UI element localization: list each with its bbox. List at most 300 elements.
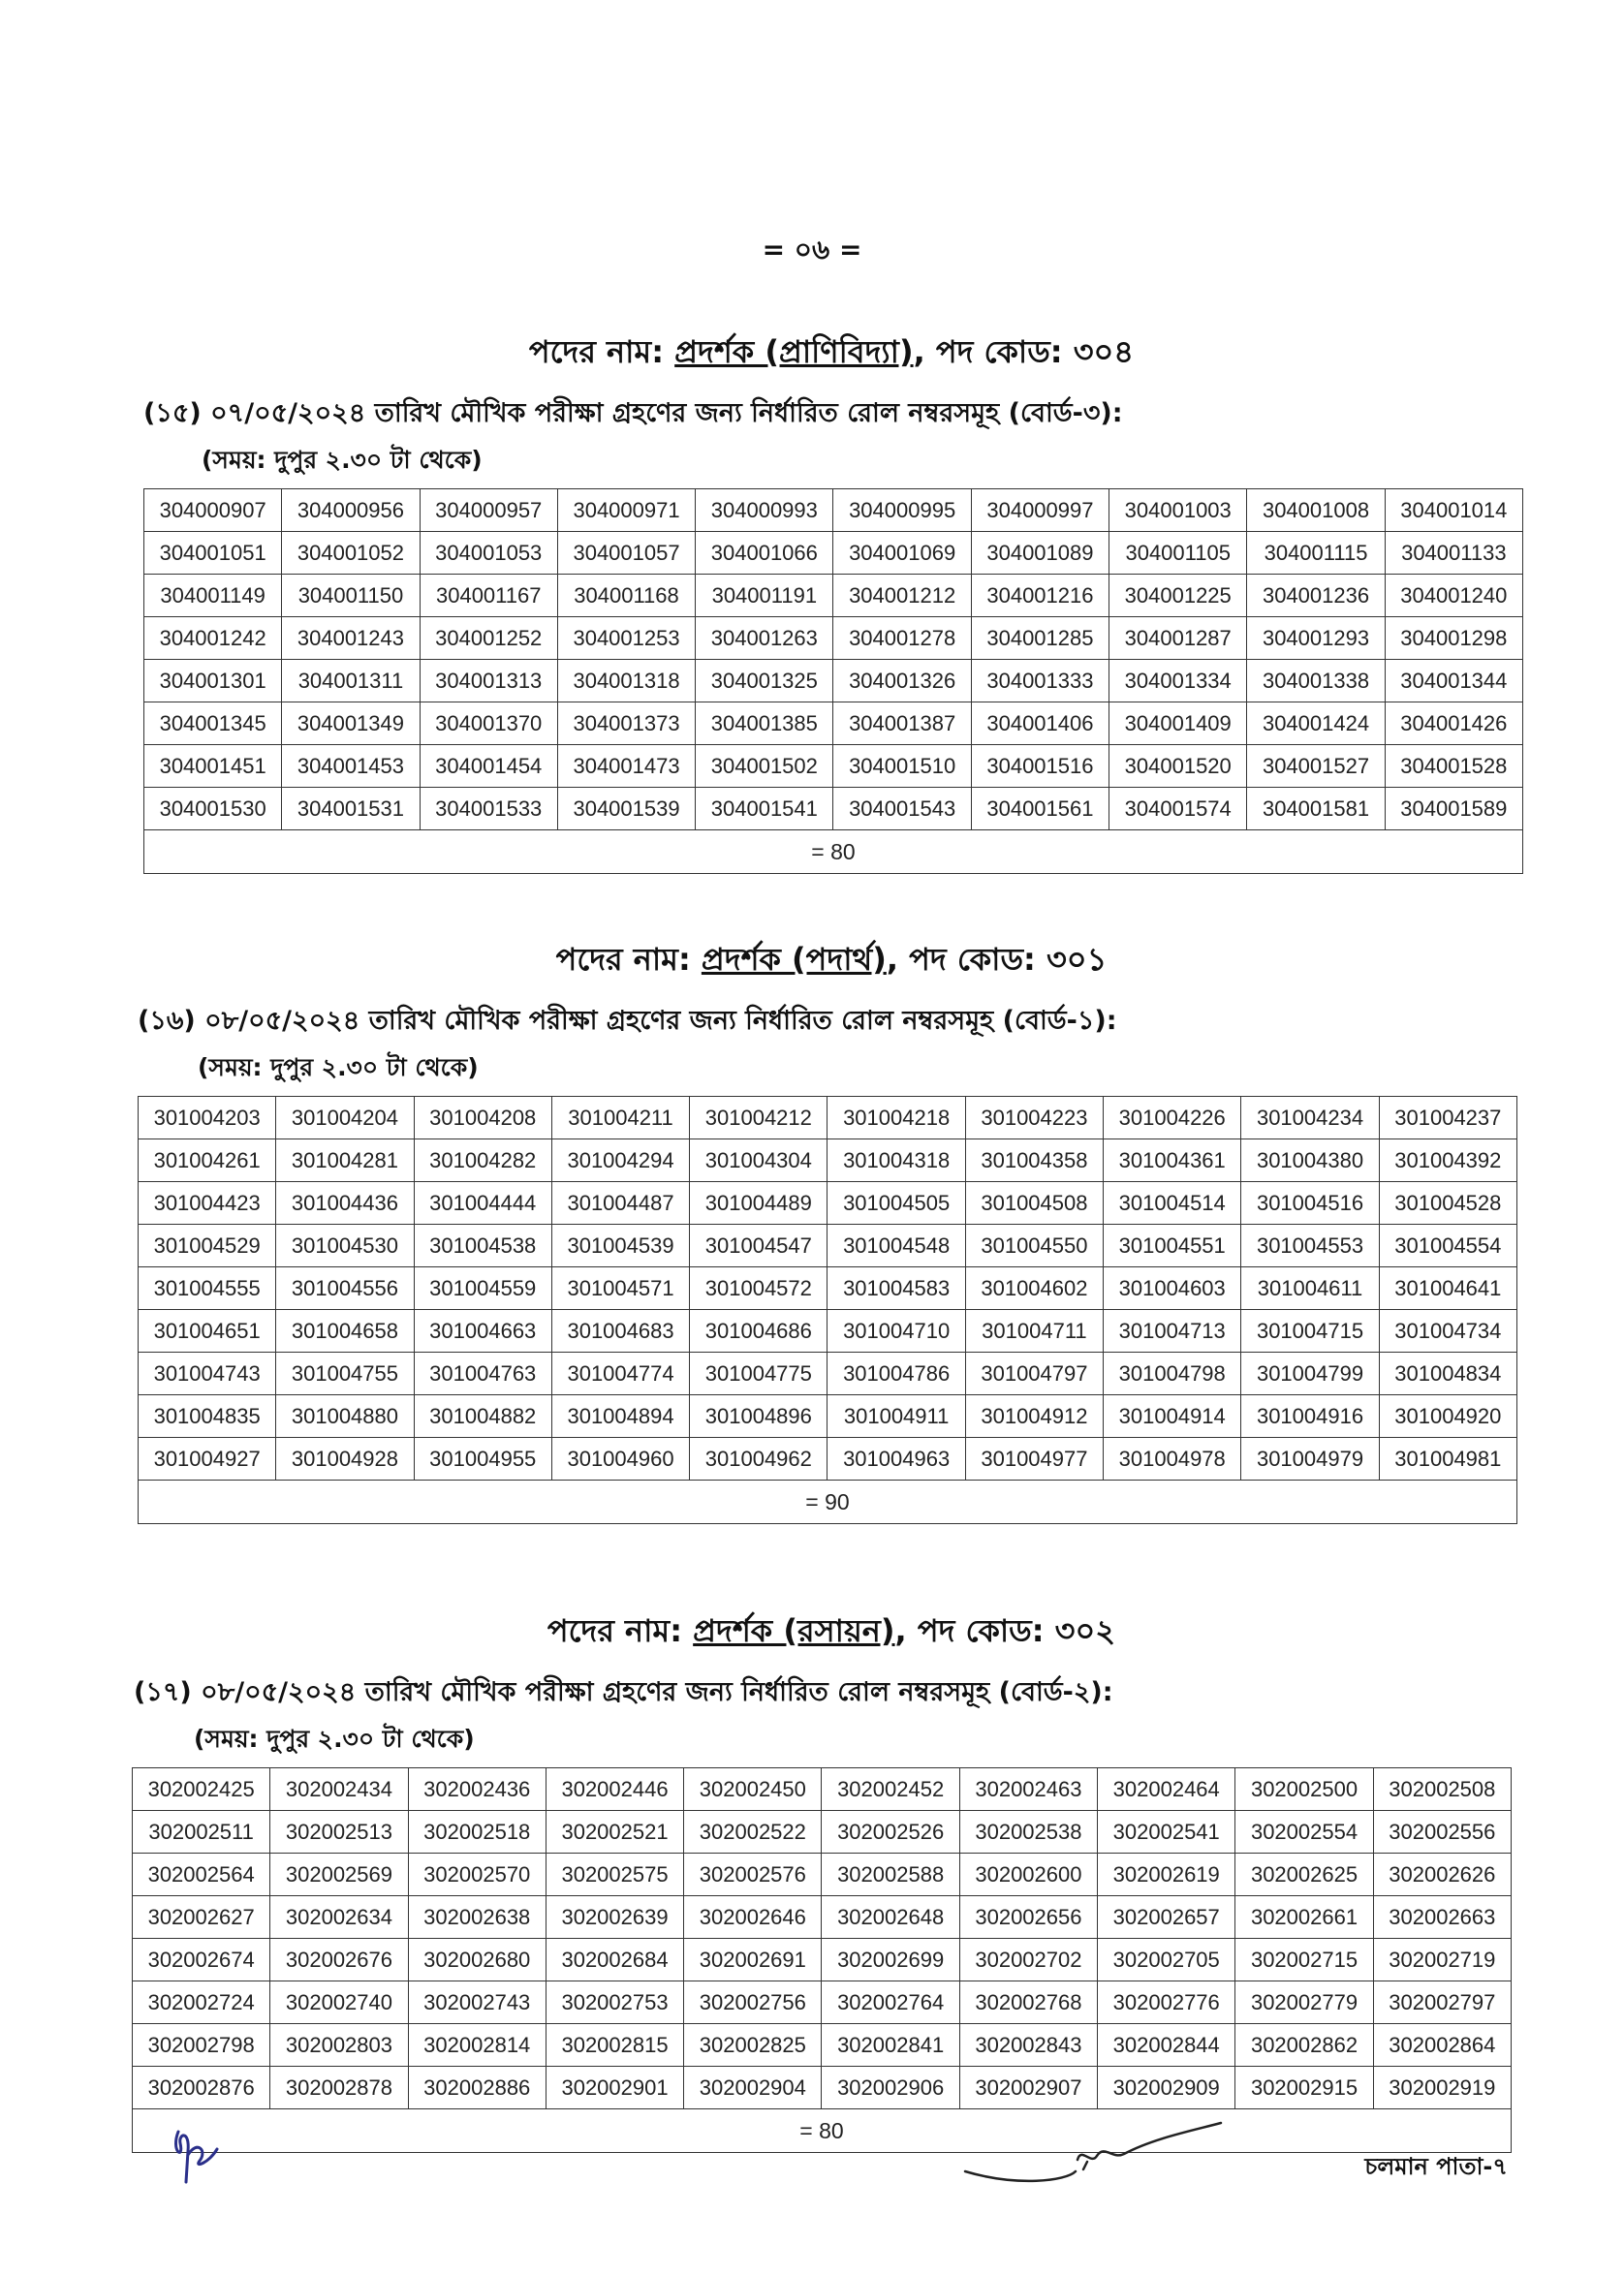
session-time: (সময়: দুপুর ২.৩০ টা থেকে): [202, 446, 483, 474]
roll-number-cell: 304001426: [1385, 702, 1522, 745]
roll-number-cell: 304001168: [557, 575, 695, 617]
roll-number-cell: 304000993: [696, 489, 833, 532]
roll-number-cell: 302002661: [1235, 1896, 1373, 1939]
roll-number-cell: 304001069: [833, 532, 971, 575]
roll-number-cell: 302002843: [959, 2024, 1097, 2067]
table-row: [144, 617, 1523, 660]
roll-number-cell: 304000995: [833, 489, 971, 532]
roll-number-cell: 301004508: [965, 1182, 1103, 1225]
roll-number-cell: 302002876: [133, 2067, 270, 2109]
roll-number-cell: 302002768: [959, 1981, 1097, 2024]
roll-number-cell: 304001225: [1109, 575, 1247, 617]
roll-number-cell: 302002691: [684, 1939, 822, 1981]
roll-number-cell: 302002878: [270, 2067, 408, 2109]
roll-number-cell: 304001373: [557, 702, 695, 745]
roll-number-cell: 302002663: [1373, 1896, 1511, 1939]
roll-number-cell: 301004896: [690, 1395, 828, 1438]
roll-number-cell: 301004755: [276, 1353, 414, 1395]
table-row: [139, 1438, 1517, 1481]
roll-number-cell: 301004658: [276, 1310, 414, 1353]
roll-number-cell: 304001263: [696, 617, 833, 660]
post-label: পদের নাম:: [555, 941, 702, 978]
roll-number-cell: 301004775: [690, 1353, 828, 1395]
roll-number-cell: 304001541: [696, 788, 833, 830]
roll-number-cell: 301004550: [965, 1225, 1103, 1267]
roll-number-cell: 304001527: [1247, 745, 1385, 788]
roll-number-cell: 304001285: [971, 617, 1109, 660]
roll-number-cell: 301004530: [276, 1225, 414, 1267]
roll-number-cell: 302002464: [1098, 1768, 1235, 1811]
roll-number-cell: 302002657: [1098, 1896, 1235, 1939]
post-name: প্রদর্শক (রসায়ন): [693, 1612, 895, 1649]
table-row: [133, 1981, 1512, 2024]
continued-page-note: চলমান পাতা-৭: [1364, 2153, 1508, 2180]
roll-number-cell: 302002719: [1373, 1939, 1511, 1981]
table-row: [144, 532, 1523, 575]
roll-number-cell: 302002705: [1098, 1939, 1235, 1981]
post-label: পদের নাম:: [547, 1612, 694, 1649]
roll-number-cell: 301004572: [690, 1267, 828, 1310]
roll-number-cell: 304000997: [971, 489, 1109, 532]
roll-number-cell: 304001344: [1385, 660, 1522, 702]
roll-number-cell: 301004212: [690, 1097, 828, 1139]
roll-number-cell: 304001242: [144, 617, 282, 660]
roll-number-cell: 301004505: [828, 1182, 965, 1225]
roll-number-cell: 301004978: [1104, 1438, 1241, 1481]
roll-number-cell: 304001293: [1247, 617, 1385, 660]
roll-number-cell: 302002522: [684, 1811, 822, 1854]
roll-number-cell: 302002556: [1373, 1811, 1511, 1854]
roll-number-cell: 301004392: [1379, 1139, 1516, 1182]
roll-number-cell: 304001150: [282, 575, 420, 617]
roll-number-cell: 302002680: [408, 1939, 546, 1981]
roll-number-cell: 301004786: [828, 1353, 965, 1395]
roll-number-cell: 302002638: [408, 1896, 546, 1939]
roll-number-cell: 304001252: [420, 617, 557, 660]
roll-number-cell: 302002684: [546, 1939, 683, 1981]
roll-number-cell: 302002570: [408, 1854, 546, 1896]
table-row: [139, 1139, 1517, 1182]
roll-number-cell: 301004203: [139, 1097, 276, 1139]
roll-number-cell: 301004436: [276, 1182, 414, 1225]
officer-signature: [959, 2117, 1231, 2195]
roll-number-cell: 301004318: [828, 1139, 965, 1182]
roll-number-cell: 302002815: [546, 2024, 683, 2067]
roll-number-cell: 301004223: [965, 1097, 1103, 1139]
roll-number-cell: 301004603: [1104, 1267, 1241, 1310]
roll-number-cell: 302002702: [959, 1939, 1097, 1981]
roll-number-cell: 302002715: [1235, 1939, 1373, 1981]
roll-number-cell: 302002450: [684, 1768, 822, 1811]
session-time: (সময়: দুপুর ২.৩০ টা থেকে): [194, 1725, 475, 1753]
roll-number-cell: 302002634: [270, 1896, 408, 1939]
roll-number-cell: 301004514: [1104, 1182, 1241, 1225]
roll-number-cell: 302002798: [133, 2024, 270, 2067]
roll-number-cell: 302002886: [408, 2067, 546, 2109]
post-title: [0, 328, 1624, 380]
roll-number-cell: 304000971: [557, 489, 695, 532]
roll-number-cell: 302002743: [408, 1981, 546, 2024]
roll-number-cell: 302002901: [546, 2067, 683, 2109]
roll-number-cell: 302002648: [822, 1896, 959, 1939]
roll-number-cell: 304001191: [696, 575, 833, 617]
roll-number-cell: 301004715: [1241, 1310, 1379, 1353]
roll-number-cell: 304001385: [696, 702, 833, 745]
roll-number-cell: 302002463: [959, 1768, 1097, 1811]
post-title: [0, 935, 1624, 987]
roll-number-cell: 304001528: [1385, 745, 1522, 788]
roll-number-cell: 301004963: [828, 1438, 965, 1481]
roll-number-cell: 301004928: [276, 1438, 414, 1481]
roll-number-cell: 301004916: [1241, 1395, 1379, 1438]
roll-number-cell: 304001370: [420, 702, 557, 745]
roll-number-cell: 302002436: [408, 1768, 546, 1811]
roll-number-cell: 302002919: [1373, 2067, 1511, 2109]
roll-number-cell: 301004960: [551, 1438, 689, 1481]
total-row: [133, 2109, 1512, 2153]
roll-number-cell: 304001531: [282, 788, 420, 830]
roll-number-cell: 304001326: [833, 660, 971, 702]
roll-number-cell: 304001298: [1385, 617, 1522, 660]
section-physics: [0, 935, 1624, 1524]
roll-number-cell: 301004799: [1241, 1353, 1379, 1395]
roll-number-cell: 302002904: [684, 2067, 822, 2109]
roll-number-cell: 302002724: [133, 1981, 270, 2024]
post-name: প্রদর্শক (প্রাণিবিদ্যা): [674, 333, 914, 370]
roll-number-cell: 301004529: [139, 1225, 276, 1267]
roll-number-cell: 304001338: [1247, 660, 1385, 702]
roll-number-cell: 304001313: [420, 660, 557, 702]
roll-number-cell: 304001212: [833, 575, 971, 617]
roll-number-cell: 304001066: [696, 532, 833, 575]
roll-number-cell: 301004602: [965, 1267, 1103, 1310]
roll-number-cell: 302002656: [959, 1896, 1097, 1939]
roll-number-cell: 302002425: [133, 1768, 270, 1811]
table-row: [139, 1097, 1517, 1139]
roll-number-cell: 301004380: [1241, 1139, 1379, 1182]
total-row: [139, 1481, 1517, 1524]
roll-number-cell: 304001533: [420, 788, 557, 830]
roll-number-cell: 302002564: [133, 1854, 270, 1896]
roll-number-cell: 304001057: [557, 532, 695, 575]
roll-number-cell: 302002756: [684, 1981, 822, 2024]
roll-number-cell: 301004611: [1241, 1267, 1379, 1310]
roll-number-cell: 304001003: [1109, 489, 1247, 532]
roll-number-cell: 304001454: [420, 745, 557, 788]
table-row: [144, 575, 1523, 617]
post-code: , পদ কোড: ৩০৪: [913, 333, 1135, 370]
roll-number-cell: 301004237: [1379, 1097, 1516, 1139]
roll-number-cell: 302002569: [270, 1854, 408, 1896]
roll-number-cell: 301004713: [1104, 1310, 1241, 1353]
roll-number-cell: 301004927: [139, 1438, 276, 1481]
roll-number-cell: 302002674: [133, 1939, 270, 1981]
roll-number-cell: 302002511: [133, 1811, 270, 1854]
roll-number-cell: 301004571: [551, 1267, 689, 1310]
roll-number-cell: 301004444: [414, 1182, 551, 1225]
roll-number-cell: 304001105: [1109, 532, 1247, 575]
roll-number-cell: 302002864: [1373, 2024, 1511, 2067]
roll-number-cell: 301004912: [965, 1395, 1103, 1438]
roll-number-cell: 302002541: [1098, 1811, 1235, 1854]
roll-number-cell: 304001318: [557, 660, 695, 702]
roll-number-cell: 301004551: [1104, 1225, 1241, 1267]
roll-number-cell: 301004282: [414, 1139, 551, 1182]
table-row: [139, 1310, 1517, 1353]
roll-number-cell: 304001345: [144, 702, 282, 745]
total-row: [144, 830, 1523, 874]
initial-signature: [165, 2122, 242, 2190]
roll-number-cell: 304001311: [282, 660, 420, 702]
roll-number-cell: 302002776: [1098, 1981, 1235, 2024]
roll-number-cell: 304001473: [557, 745, 695, 788]
table-row: [144, 489, 1523, 532]
roll-number-cell: 301004583: [828, 1267, 965, 1310]
session-heading: (১৫) ০৭/০৫/২০২৪ তারিখ মৌখিক পরীক্ষা গ্রহণের জন্য নির্ধারিত রোল নম্বরসমূহ (বোর্ড-৩):: [143, 398, 1123, 428]
roll-number-cell: 301004955: [414, 1438, 551, 1481]
roll-number-cell: 304001451: [144, 745, 282, 788]
table-row: [144, 788, 1523, 830]
roll-number-cell: 304001014: [1385, 489, 1522, 532]
roll-number-cell: 301004547: [690, 1225, 828, 1267]
post-code: , পদ কোড: ৩০২: [894, 1612, 1116, 1649]
table-row: [133, 1939, 1512, 1981]
roll-number-cell: 302002844: [1098, 2024, 1235, 2067]
table-row: [139, 1225, 1517, 1267]
roll-number-cell: 301004711: [965, 1310, 1103, 1353]
roll-number-cell: 301004361: [1104, 1139, 1241, 1182]
roll-number-cell: 301004261: [139, 1139, 276, 1182]
roll-number-cell: 304000907: [144, 489, 282, 532]
roll-number-cell: 304001253: [557, 617, 695, 660]
roll-number-cell: 304001051: [144, 532, 282, 575]
roll-number-cell: 304001287: [1109, 617, 1247, 660]
total-count: = 80: [133, 2109, 1512, 2153]
table-row: [139, 1395, 1517, 1438]
roll-number-cell: 301004763: [414, 1353, 551, 1395]
roll-number-cell: 304001301: [144, 660, 282, 702]
session-time: (সময়: দুপুর ২.৩০ টা থেকে): [198, 1053, 479, 1081]
roll-number-cell: 302002862: [1235, 2024, 1373, 2067]
post-label: পদের নাম:: [528, 333, 675, 370]
roll-number-cell: 304001561: [971, 788, 1109, 830]
roll-number-cell: 304001520: [1109, 745, 1247, 788]
roll-number-cell: 301004835: [139, 1395, 276, 1438]
roll-number-cell: 301004358: [965, 1139, 1103, 1182]
roll-number-cell: 304001133: [1385, 532, 1522, 575]
roll-number-cell: 301004651: [139, 1310, 276, 1353]
roll-table: [132, 1767, 1512, 2153]
post-title: [0, 1606, 1624, 1659]
roll-number-cell: 304001236: [1247, 575, 1385, 617]
roll-number-cell: 301004981: [1379, 1438, 1516, 1481]
roll-number-cell: 301004710: [828, 1310, 965, 1353]
roll-number-cell: 301004911: [828, 1395, 965, 1438]
roll-number-cell: 302002521: [546, 1811, 683, 1854]
roll-number-cell: 304001453: [282, 745, 420, 788]
roll-table: [143, 488, 1523, 874]
roll-number-cell: 304001333: [971, 660, 1109, 702]
table-row: [133, 1896, 1512, 1939]
roll-number-cell: 302002814: [408, 2024, 546, 2067]
roll-number-cell: 302002619: [1098, 1854, 1235, 1896]
roll-number-cell: 302002626: [1373, 1854, 1511, 1896]
roll-number-cell: 302002906: [822, 2067, 959, 2109]
roll-number-cell: 304001581: [1247, 788, 1385, 830]
roll-number-cell: 301004218: [828, 1097, 965, 1139]
roll-number-cell: 301004528: [1379, 1182, 1516, 1225]
roll-number-cell: 302002779: [1235, 1981, 1373, 2024]
session-heading: (১৬) ০৮/০৫/২০২৪ তারিখ মৌখিক পরীক্ষা গ্রহণের জন্য নির্ধারিত রোল নম্বরসমূহ (বোর্ড-১):: [138, 1006, 1117, 1036]
roll-number-cell: 301004556: [276, 1267, 414, 1310]
roll-number-cell: 301004554: [1379, 1225, 1516, 1267]
roll-number-cell: 302002764: [822, 1981, 959, 2024]
roll-number-cell: 301004294: [551, 1139, 689, 1182]
roll-number-cell: 301004538: [414, 1225, 551, 1267]
roll-number-cell: 301004487: [551, 1182, 689, 1225]
roll-number-cell: 301004920: [1379, 1395, 1516, 1438]
table-row: [144, 660, 1523, 702]
roll-number-cell: 304001574: [1109, 788, 1247, 830]
roll-number-cell: 304001387: [833, 702, 971, 745]
session-heading: (১৭) ০৮/০৫/২০২৪ তারিখ মৌখিক পরীক্ষা গ্রহণের জন্য নির্ধারিত রোল নম্বরসমূহ (বোর্ড-২):: [134, 1677, 1113, 1707]
roll-number-cell: 301004489: [690, 1182, 828, 1225]
roll-number-cell: 302002803: [270, 2024, 408, 2067]
roll-number-cell: 302002588: [822, 1854, 959, 1896]
roll-number-cell: 302002508: [1373, 1768, 1511, 1811]
roll-number-cell: 302002627: [133, 1896, 270, 1939]
roll-number-cell: 304001243: [282, 617, 420, 660]
table-row: [144, 702, 1523, 745]
roll-number-cell: 301004281: [276, 1139, 414, 1182]
roll-number-cell: 302002753: [546, 1981, 683, 2024]
roll-number-cell: 304001502: [696, 745, 833, 788]
roll-number-cell: 302002575: [546, 1854, 683, 1896]
roll-number-cell: 302002576: [684, 1854, 822, 1896]
roll-number-cell: 301004208: [414, 1097, 551, 1139]
roll-number-cell: 302002841: [822, 2024, 959, 2067]
roll-number-cell: 304001543: [833, 788, 971, 830]
roll-number-cell: 301004743: [139, 1353, 276, 1395]
roll-number-cell: 302002646: [684, 1896, 822, 1939]
roll-number-cell: 304001115: [1247, 532, 1385, 575]
roll-number-cell: 302002915: [1235, 2067, 1373, 2109]
roll-number-cell: 301004423: [139, 1182, 276, 1225]
roll-number-cell: 301004914: [1104, 1395, 1241, 1438]
roll-number-cell: 302002452: [822, 1768, 959, 1811]
roll-number-cell: 301004979: [1241, 1438, 1379, 1481]
roll-number-cell: 301004734: [1379, 1310, 1516, 1353]
roll-number-cell: 304001240: [1385, 575, 1522, 617]
roll-number-cell: 302002500: [1235, 1768, 1373, 1811]
roll-number-cell: 301004797: [965, 1353, 1103, 1395]
total-count: = 90: [139, 1481, 1517, 1524]
roll-number-cell: 301004663: [414, 1310, 551, 1353]
roll-number-cell: 304001530: [144, 788, 282, 830]
table-row: [139, 1353, 1517, 1395]
roll-number-cell: 304000956: [282, 489, 420, 532]
roll-number-cell: 301004882: [414, 1395, 551, 1438]
roll-number-cell: 302002625: [1235, 1854, 1373, 1896]
table-row: [139, 1267, 1517, 1310]
roll-number-cell: 302002518: [408, 1811, 546, 1854]
roll-number-cell: 301004686: [690, 1310, 828, 1353]
roll-number-cell: 302002909: [1098, 2067, 1235, 2109]
roll-number-cell: 302002434: [270, 1768, 408, 1811]
roll-number-cell: 301004798: [1104, 1353, 1241, 1395]
roll-number-cell: 301004977: [965, 1438, 1103, 1481]
post-code: , পদ কোড: ৩০১: [886, 941, 1108, 978]
roll-number-cell: 301004204: [276, 1097, 414, 1139]
roll-number-cell: 301004641: [1379, 1267, 1516, 1310]
roll-number-cell: 304001510: [833, 745, 971, 788]
roll-number-cell: 301004559: [414, 1267, 551, 1310]
roll-number-cell: 301004962: [690, 1438, 828, 1481]
roll-number-cell: 301004304: [690, 1139, 828, 1182]
page-number: = ০৬ =: [762, 234, 862, 265]
roll-number-cell: 304001278: [833, 617, 971, 660]
roll-number-cell: 301004234: [1241, 1097, 1379, 1139]
table-row: [133, 2067, 1512, 2109]
roll-number-cell: 302002797: [1373, 1981, 1511, 2024]
roll-number-cell: 304001334: [1109, 660, 1247, 702]
roll-number-cell: 304001539: [557, 788, 695, 830]
post-name: প্রদর্শক (পদার্থ): [701, 941, 887, 978]
roll-number-cell: 304001325: [696, 660, 833, 702]
roll-number-cell: 302002446: [546, 1768, 683, 1811]
roll-number-cell: 304001406: [971, 702, 1109, 745]
table-row: [133, 1768, 1512, 1811]
roll-number-cell: 301004834: [1379, 1353, 1516, 1395]
roll-number-cell: 302002554: [1235, 1811, 1373, 1854]
section-zoology: [0, 328, 1624, 874]
section-chemistry: [0, 1606, 1624, 2153]
roll-number-cell: 301004516: [1241, 1182, 1379, 1225]
roll-number-cell: 304001053: [420, 532, 557, 575]
roll-number-cell: 304000957: [420, 489, 557, 532]
roll-number-cell: 301004774: [551, 1353, 689, 1395]
table-row: [139, 1182, 1517, 1225]
roll-number-cell: 302002676: [270, 1939, 408, 1981]
roll-number-cell: 302002740: [270, 1981, 408, 2024]
table-row: [133, 2024, 1512, 2067]
roll-number-cell: 301004548: [828, 1225, 965, 1267]
roll-number-cell: 302002907: [959, 2067, 1097, 2109]
roll-number-cell: 301004683: [551, 1310, 689, 1353]
roll-number-cell: 304001052: [282, 532, 420, 575]
roll-number-cell: 302002639: [546, 1896, 683, 1939]
roll-number-cell: 304001516: [971, 745, 1109, 788]
roll-number-cell: 304001216: [971, 575, 1109, 617]
roll-number-cell: 304001589: [1385, 788, 1522, 830]
roll-number-cell: 304001167: [420, 575, 557, 617]
roll-number-cell: 302002699: [822, 1939, 959, 1981]
table-row: [144, 745, 1523, 788]
roll-number-cell: 301004553: [1241, 1225, 1379, 1267]
roll-number-cell: 301004539: [551, 1225, 689, 1267]
roll-number-cell: 301004226: [1104, 1097, 1241, 1139]
roll-number-cell: 301004880: [276, 1395, 414, 1438]
roll-number-cell: 304001349: [282, 702, 420, 745]
roll-number-cell: 301004211: [551, 1097, 689, 1139]
roll-number-cell: 302002600: [959, 1854, 1097, 1896]
roll-number-cell: 302002526: [822, 1811, 959, 1854]
roll-number-cell: 304001409: [1109, 702, 1247, 745]
roll-number-cell: 304001149: [144, 575, 282, 617]
roll-number-cell: 304001008: [1247, 489, 1385, 532]
roll-number-cell: 302002825: [684, 2024, 822, 2067]
roll-table: [138, 1096, 1517, 1524]
